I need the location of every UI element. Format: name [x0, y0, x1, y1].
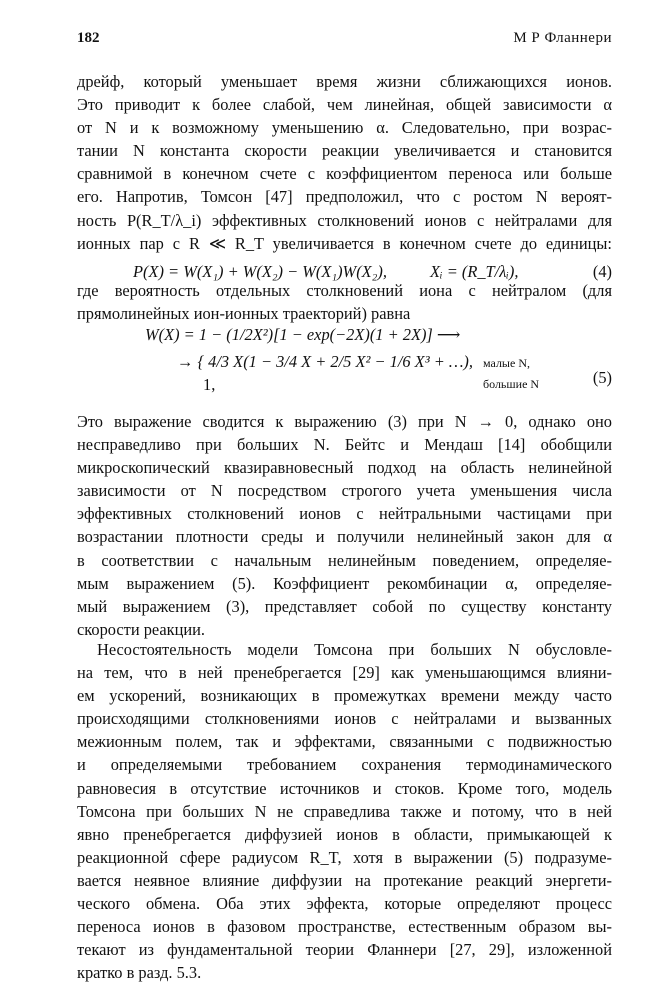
equation-5-number: (5) — [592, 368, 612, 387]
equation-5-case2-condition: большие N — [483, 377, 540, 391]
text-line: несправедливо при больших N. Бейтс и Мендаш [14] обобщили — [77, 435, 612, 455]
text-line: эффективных столкновений ионов с нейтральными частицами при — [77, 504, 612, 524]
text-line: его. Напротив, Томсон [47] предположил, что с ростом N вероят- — [77, 187, 612, 207]
text-line: от N и к возможному уменьшению α. Следовательно, при возрас- — [77, 118, 612, 138]
text-line: зависимости от N посредством строгого учета уменьшения числа — [77, 481, 612, 501]
text-line: явно пренебрегается диффузией ионов в области, примыкающей к — [77, 824, 612, 844]
text-line: ческого обмена. Оба этих эффекта, которые определяют процесс — [77, 894, 612, 914]
equation-5-case2: 1, — [203, 375, 216, 394]
equation-4-aux: Xᵢ = (R_T/λᵢ), — [430, 262, 519, 281]
equation-5-case1: → { 4/3 X(1 − 3/4 X + 2/5 X² − 1/6 X³ + …), — [177, 352, 473, 371]
text-line: текают из фундаментальной теории Фланнери [27, 29], изложенной — [77, 940, 612, 960]
paragraph-4 — [77, 638, 612, 984]
text-line: ем ускорений, возникающих в промежутках времени между часто — [77, 686, 612, 706]
text-line: микроскопический квазиравновесный подход на область нелинейной — [77, 458, 612, 478]
text-line: Это приводит к более слабой, чем линейная, общей зависимости α — [77, 95, 612, 115]
text-line: мым выражением (5). Коэффициент рекомбинации α, определяе- — [77, 573, 612, 593]
text-line: Томсона при больших N не справедлива также и потому, что в ней — [77, 801, 612, 821]
page-number: 182 — [77, 30, 100, 46]
text-line: вается неявное влияние диффузии на протекание реакций энергети- — [77, 870, 612, 890]
text-line: сравнимой в конечном счете с коэффициентом переноса или больше — [77, 164, 612, 184]
text-line: прямолинейных ион-ионных траекторий) равна — [77, 304, 411, 324]
text-line: межионным полем, так и эффектами, связанными с подвижностью — [77, 732, 612, 752]
text-line: кратко в разд. 5.3. — [77, 963, 202, 983]
equation-5-case1-condition: малые N, — [483, 356, 530, 370]
text-line: возрастании плотности среды и получили нелинейный закон для α — [77, 527, 612, 547]
text-line: Несостоятельность модели Томсона при больших N обусловле- — [97, 640, 612, 659]
text-line: ность P(R_T/λ_i) эффективных столкновений ионов с нейтралами для — [77, 210, 612, 230]
equation-5 — [77, 325, 612, 400]
text-line: равновесия в отсутствие источников и стоков. Кроме того, модель — [77, 778, 612, 798]
text-line: где вероятность отдельных столкновений иона с нейтралом (для — [77, 281, 612, 300]
text-line: переноса ионов в фазовом пространстве, естественным образом вы- — [77, 917, 612, 937]
equation-4-expression: P(X) = W(X₁) + W(X₂) − W(X₁)W(X₂), — [133, 262, 387, 281]
page-header — [77, 30, 612, 52]
paragraph-1 — [77, 70, 612, 255]
equation-5-line1: W(X) = 1 − (1/2X²)[1 − exp(−2X)(1 + 2X)] ⟶ — [145, 325, 461, 344]
equation-4-number: (4) — [592, 262, 612, 281]
text-line: мый выражением (3), представляет собой по существу константу — [77, 596, 612, 616]
text-line: реакционной сфере радиусом R_T, хотя в выражении (5) подразуме- — [77, 847, 612, 867]
text-line: Это выражение сводится к выражению (3) при N → 0, однако оно — [77, 412, 612, 431]
text-line: в соответствии с начальным нелинейным поведением, определяе- — [77, 550, 612, 570]
text-line: дрейф, который уменьшает время жизни сближающихся ионов. — [77, 72, 612, 91]
paragraph-2 — [77, 279, 612, 325]
text-line: ионных пар с R ≪ R_T увеличивается в конечном счете до единицы: — [77, 233, 612, 253]
paragraph-3 — [77, 410, 612, 641]
text-line: скорости реакции. — [77, 619, 206, 639]
running-head: М Р Фланнери — [513, 30, 612, 46]
text-line: и определяемыми требованием сохранения термодинамического — [77, 755, 612, 775]
text-line: происходящими столкновениями ионов с нейтралами и вызванных — [77, 709, 612, 729]
text-line: на тем, что в ней пренебрегается [29] как уменьшающимся влияни- — [77, 663, 612, 683]
text-line: тании N константа скорости реакции увеличивается и становится — [77, 141, 612, 161]
